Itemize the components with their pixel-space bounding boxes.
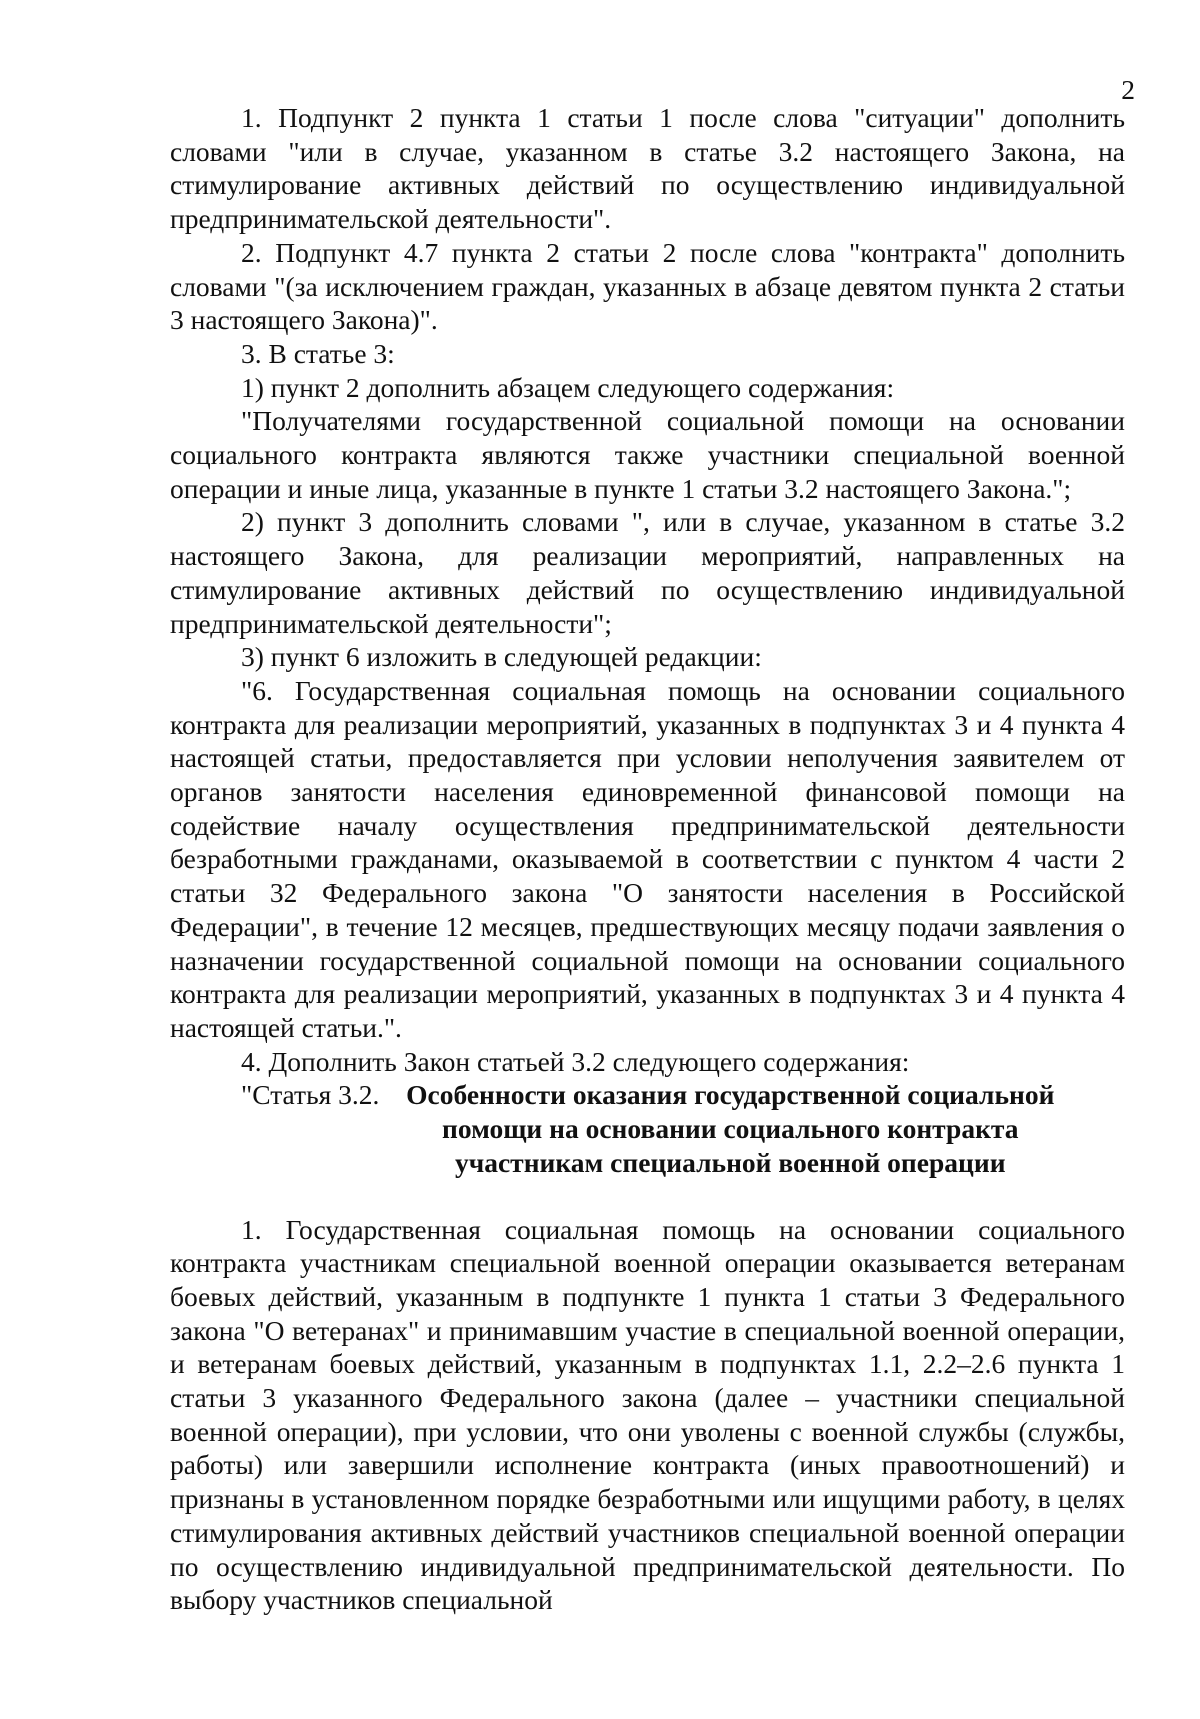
article-heading bbox=[170, 1078, 1125, 1179]
article-title-line: участникам специальной военной операции bbox=[454, 1146, 1006, 1178]
page-number: 2 bbox=[1121, 74, 1135, 105]
article-title bbox=[386, 1078, 1074, 1179]
paragraph-amendment-1: 1. Подпункт 2 пункта 1 статьи 1 после слова "ситуации" дополнить словами "или в случае, указанном в статье 3.2 настоящего Закона, на стимулирование активных действий по осуществлению индивидуальной предпринимательской деятельности". bbox=[170, 102, 1125, 235]
paragraph-amendment-3: 3. В статье 3: bbox=[241, 337, 395, 369]
paragraph-article-point-1: 1. Государственная социальная помощь на основании социального контракта участникам специальной военной операции оказывается ветеранам боевых действий, указанным в подпункте 1 пункта 1 статьи 3 Федерального закона "О ветеранах" и принимавшим участие в специальной военной операции, и ветеранам боевых действий, указанным в подпунктах 1.1, 2.2–2.6 пункта 1 статьи 3 указанного Федерального закона (далее – участники специальной военной операции), при условии, что они уволены с военной службы (службы, работы) или завершили исполнение контракта (иных правоотношений) и признаны в установленном порядке безработными или ищущими работу, в целях стимулирования активных действий участников специальной военной операции по осуществлению индивидуальной предпринимательской деятельности. По выбору участников специальной bbox=[170, 1213, 1125, 1616]
article-title-line: Особенности оказания государственной социальной bbox=[406, 1079, 1055, 1111]
spacer bbox=[170, 1180, 1125, 1213]
paragraph-amendment-4: 4. Дополнить Закон статьей 3.2 следующего содержания: bbox=[241, 1045, 910, 1077]
article-title-line: помощи на основании социального контракта bbox=[442, 1113, 1019, 1145]
paragraph-sub-2: 2) пункт 3 дополнить словами ", или в случае, указанном в статье 3.2 настоящего Закона, для реализации мероприятий, направленных на стимулирование активных действий по осуществлению индивидуальной предпринимательской деятельности"; bbox=[170, 506, 1125, 639]
paragraph-quote-recipients: "Получателями государственной социальной помощи на основании социального контракта являются также участники специальной военной операции и иные лица, указанные в пункте 1 статьи 3.2 настоящего Закона."; bbox=[170, 405, 1125, 504]
document-body bbox=[170, 101, 1125, 1617]
paragraph-quote-point-6: "6. Государственная социальная помощь на основании социального контракта для реализации мероприятий, указанных в подпунктах 3 и 4 пункта 4 настоящей статьи, предоставляется при условии неполучения заявителем от органов занятости населения единовременной финансовой помощи на содействие началу осуществления предпринимательской деятельности безработными гражданами, оказываемой в соответствии с пунктом 4 части 2 статьи 32 Федерального закона "О занятости населения в Российской Федерации", в течение 12 месяцев, предшествующих месяцу подачи заявления о назначении государственной социальной помощи на основании социального контракта для реализации мероприятий, указанных в подпунктах 3 и 4 пункта 4 настоящей статьи.". bbox=[170, 674, 1125, 1043]
paragraph-sub-3: 3) пункт 6 изложить в следующей редакции: bbox=[241, 641, 762, 673]
paragraph-amendment-2: 2. Подпункт 4.7 пункта 2 статьи 2 после слова "контракта" дополнить словами "(за исключением граждан, указанных в абзаце девятом пункта 2 статьи 3 настоящего Закона)". bbox=[170, 236, 1125, 336]
paragraph-sub-1: 1) пункт 2 дополнить абзацем следующего содержания: bbox=[241, 371, 895, 403]
article-label: "Статья 3.2. bbox=[241, 1079, 387, 1111]
